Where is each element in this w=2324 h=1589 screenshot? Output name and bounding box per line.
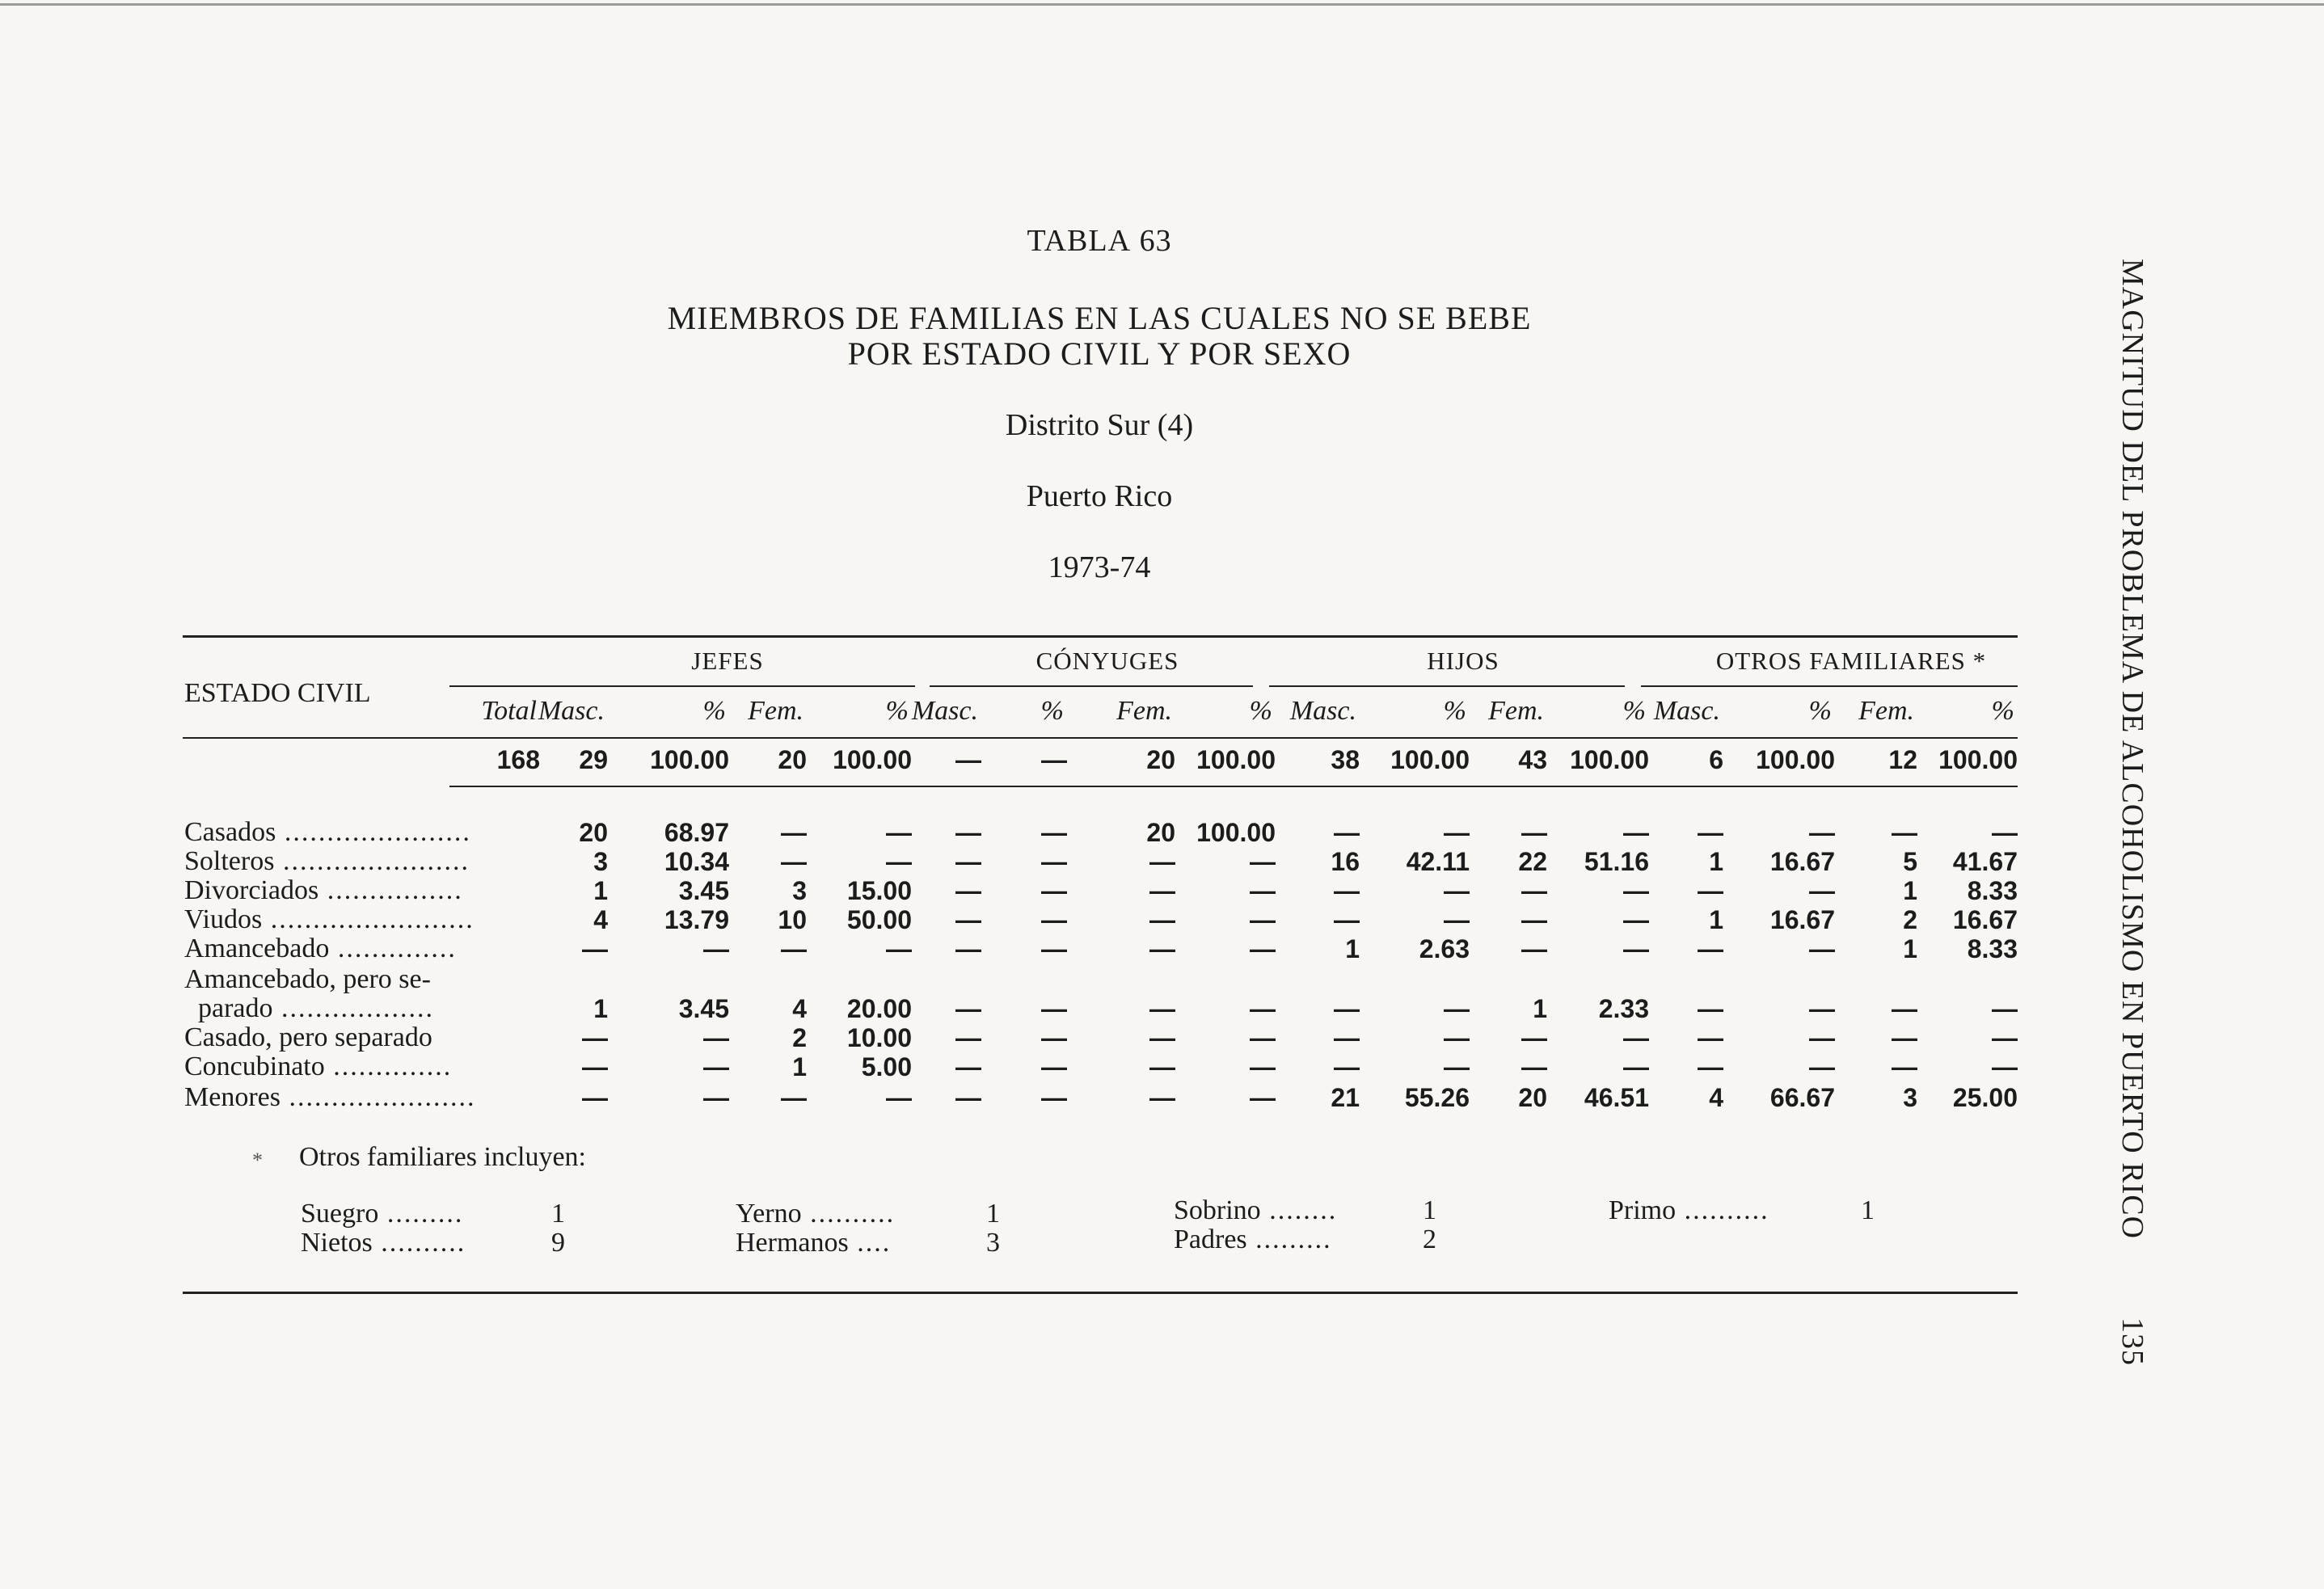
cell-jefes-masc: — [582,1083,608,1112]
cell-otros-masc-pct: 16.67 [1769,847,1835,876]
cell-hijos-masc: — [1334,1052,1360,1081]
region-caption: Puerto Rico [1026,479,1173,513]
cell-jefes-masc-pct: — [703,1083,729,1112]
cell-otros-masc: — [1698,994,1723,1023]
district-caption: Distrito Sur (4) [1005,408,1194,442]
cell-conyuges-masc: — [955,994,981,1023]
cell-conyuges-fem-pct: — [1250,1023,1276,1052]
row-label [184,905,475,934]
total-cell-total: 168 [496,745,540,774]
cell-conyuges-masc-pct: — [1041,1023,1067,1052]
cell-conyuges-fem-pct: — [1250,905,1276,934]
cell-conyuges-masc: — [955,818,981,847]
total-cell-otros-masc-pct: 100.00 [1756,745,1835,774]
cell-jefes-masc: 4 [593,905,608,934]
cell-hijos-fem-pct: — [1623,934,1649,963]
cell-otros-fem: — [1892,1023,1917,1052]
subheader-otros-masc: Masc. [1653,696,1720,726]
cell-hijos-fem-pct: 46.51 [1584,1083,1649,1112]
cell-conyuges-fem: 20 [1146,818,1175,847]
cell-otros-fem-pct: 8.33 [1967,934,2018,963]
row-label-leader-dots: ................ [318,875,463,905]
group-rule-hijos [1269,685,1625,687]
row-label-leader-dots: ...................... [280,1082,476,1112]
footnote-item-leader-dots: ......... [378,1199,464,1229]
cell-jefes-fem: 3 [792,876,807,905]
cell-jefes-fem-pct: — [886,847,912,876]
cell-conyuges-fem-pct: — [1250,847,1276,876]
cell-conyuges-fem: — [1149,994,1175,1023]
footnote-item [301,1229,466,1258]
footnote-marker: * [252,1149,263,1172]
row-label [184,818,471,847]
total-cell-hijos-masc-pct: 100.00 [1390,745,1470,774]
cell-hijos-masc: — [1334,905,1360,934]
footnote-item-value: 1 [551,1199,565,1229]
group-rule-otros [1641,685,2018,687]
cell-conyuges-fem: — [1149,934,1175,963]
footnote-item [736,1199,895,1229]
cell-jefes-masc-pct: 3.45 [678,876,729,905]
cell-otros-fem: 5 [1903,847,1917,876]
total-cell-hijos-fem-pct: 100.00 [1570,745,1649,774]
total-cell-jefes-masc: 29 [579,745,608,774]
subheader-conyuges-masc: Masc. [911,696,978,726]
cell-otros-fem-pct: — [1992,1023,2018,1052]
cell-conyuges-masc-pct: — [1041,994,1067,1023]
cell-hijos-fem: — [1521,876,1547,905]
cell-otros-fem-pct: 16.67 [1952,905,2018,934]
cell-conyuges-masc: — [955,905,981,934]
cell-conyuges-masc: — [955,934,981,963]
cell-conyuges-masc-pct: — [1041,876,1067,905]
cell-hijos-fem: — [1521,905,1547,934]
cell-otros-fem: — [1892,994,1917,1023]
cell-conyuges-fem: — [1149,905,1175,934]
cell-otros-masc: — [1698,1052,1723,1081]
cell-conyuges-fem-pct: — [1250,1083,1276,1112]
year-caption: 1973-74 [1048,550,1151,584]
running-title: MAGNITUD DEL PROBLEMA DE ALCOHOLISMO EN PUERTO RICO [2115,259,2149,1240]
row-label [184,847,470,876]
cell-hijos-masc-pct: — [1444,1023,1470,1052]
total-cell-conyuges-masc: — [955,745,981,774]
total-cell-conyuges-fem: 20 [1146,745,1175,774]
footnote-item-label: Sobrino [1174,1195,1261,1225]
cell-hijos-masc: 16 [1331,847,1360,876]
cell-conyuges-fem-pct: 100.00 [1196,818,1276,847]
table-title-line2: POR ESTADO CIVIL Y POR SEXO [847,335,1352,372]
cell-jefes-fem: — [781,847,807,876]
table-title-line1: MIEMBROS DE FAMILIAS EN LAS CUALES NO SE BEBE [667,300,1532,336]
cell-hijos-fem: 1 [1533,994,1547,1023]
cell-hijos-masc: — [1334,876,1360,905]
row-label-text: Menores [184,1082,280,1112]
cell-hijos-masc-pct: — [1444,994,1470,1023]
subheader-hijos-fem: Fem. [1488,696,1544,726]
cell-otros-masc: — [1698,818,1723,847]
cell-hijos-masc-pct: — [1444,876,1470,905]
footnote-item-label: Padres [1174,1224,1247,1254]
footnote-item-value: 1 [986,1199,1000,1229]
cell-hijos-masc: — [1334,1023,1360,1052]
footnote-item-leader-dots: .......... [801,1199,896,1229]
cell-hijos-fem-pct: 51.16 [1584,847,1649,876]
footnote-item-value: 9 [551,1228,565,1258]
cell-conyuges-masc: — [955,847,981,876]
cell-jefes-masc-pct: 3.45 [678,994,729,1023]
cell-jefes-fem-pct: — [886,818,912,847]
footnote-item-value: 1 [1861,1195,1875,1225]
row-label [184,1052,452,1081]
cell-conyuges-masc-pct: — [1041,905,1067,934]
footnote-item [1174,1225,1332,1254]
cell-jefes-fem-pct: 50.00 [846,905,912,934]
cell-jefes-fem-pct: — [886,1083,912,1112]
group-header-jefes: JEFES [691,647,764,675]
cell-hijos-masc-pct: 55.26 [1404,1083,1470,1112]
cell-jefes-fem: — [781,934,807,963]
row-label-text: Divorciados [184,875,319,905]
cell-hijos-fem-pct: — [1623,1052,1649,1081]
table-top-rule [183,635,2018,638]
cell-hijos-masc-pct: — [1444,818,1470,847]
group-rule-jefes [449,685,915,687]
cell-jefes-masc-pct: — [703,1052,729,1081]
cell-otros-masc: — [1698,876,1723,905]
cell-conyuges-fem: — [1149,1052,1175,1081]
subheader-hijos-fem-pct: % [1622,696,1646,726]
cell-conyuges-masc: — [955,1052,981,1081]
cell-otros-fem: 3 [1903,1083,1917,1112]
cell-conyuges-masc-pct: — [1041,1052,1067,1081]
footnote-item-label: Yerno [736,1199,802,1229]
total-cell-jefes-fem-pct: 100.00 [833,745,912,774]
page-top-rule [0,3,2324,6]
cell-conyuges-masc-pct: — [1041,934,1067,963]
cell-hijos-masc: 1 [1345,934,1360,963]
cell-otros-fem: — [1892,1052,1917,1081]
subheader-total: Total [481,696,537,726]
footnote-item [736,1229,891,1258]
footnote-item-leader-dots: ........ [1260,1195,1338,1225]
cell-otros-masc: — [1698,1023,1723,1052]
cell-otros-fem-pct: — [1992,1052,2018,1081]
cell-conyuges-fem-pct: — [1250,876,1276,905]
cell-hijos-fem-pct: — [1623,1023,1649,1052]
total-cell-otros-fem: 12 [1888,745,1917,774]
page-number: 135 [2115,1317,2149,1366]
footnote-item-value: 3 [986,1228,1000,1258]
cell-jefes-masc-pct: 13.79 [664,905,729,934]
cell-otros-fem: 1 [1903,876,1917,905]
cell-otros-masc: 4 [1709,1083,1723,1112]
cell-jefes-fem: 4 [792,994,807,1023]
cell-jefes-fem-pct: 10.00 [846,1023,912,1052]
cell-conyuges-masc: — [955,876,981,905]
row-label-text: Casados [184,817,276,847]
cell-hijos-masc-pct: — [1444,905,1470,934]
group-header-hijos: HIJOS [1427,647,1499,675]
cell-hijos-fem: — [1521,818,1547,847]
cell-jefes-masc-pct: 10.34 [664,847,729,876]
total-cell-hijos-fem: 43 [1518,745,1547,774]
cell-jefes-masc: 20 [579,818,608,847]
cell-jefes-masc: 3 [593,847,608,876]
total-cell-otros-masc: 6 [1709,745,1723,774]
footnote-item [301,1199,463,1229]
cell-otros-masc-pct: — [1809,818,1835,847]
subheader-jefes-fem: Fem. [748,696,803,726]
cell-jefes-fem: — [781,1083,807,1112]
subheader-hijos-masc-pct: % [1443,696,1466,726]
cell-hijos-fem-pct: — [1623,876,1649,905]
cell-jefes-fem: 2 [792,1023,807,1052]
row-label-text: Concubinato [184,1052,325,1081]
cell-hijos-fem-pct: — [1623,905,1649,934]
cell-otros-masc-pct: — [1809,876,1835,905]
cell-hijos-fem: — [1521,1023,1547,1052]
subheader-jefes-masc: Masc. [538,696,605,726]
subheader-otros-masc-pct: % [1808,696,1832,726]
cell-jefes-fem-pct: 15.00 [846,876,912,905]
cell-otros-fem-pct: 25.00 [1952,1083,2018,1112]
row-label-text: Solteros [184,846,275,876]
footnote-item-label: Hermanos [736,1228,849,1258]
total-cell-otros-fem-pct: 100.00 [1938,745,2018,774]
cell-otros-fem: 2 [1903,905,1917,934]
cell-hijos-fem: 22 [1518,847,1547,876]
cell-otros-masc-pct: — [1809,1052,1835,1081]
cell-jefes-masc: — [582,1052,608,1081]
cell-conyuges-masc: — [955,1083,981,1112]
totals-rule [449,786,2018,787]
footnote-intro: Otros familiares incluyen: [299,1142,587,1172]
row-label-leader-dots: .................. [272,993,435,1023]
footnote-item-leader-dots: .... [848,1228,892,1258]
row-label-leader-dots: ...................... [276,817,471,847]
row-label [184,994,434,1023]
cell-otros-fem-pct: 41.67 [1952,847,2018,876]
cell-jefes-masc-pct: — [703,934,729,963]
cell-otros-fem: 1 [1903,934,1917,963]
group-rule-conyuges [930,685,1253,687]
cell-jefes-fem-pct: 5.00 [861,1052,912,1081]
cell-jefes-fem: 1 [792,1052,807,1081]
cell-conyuges-masc-pct: — [1041,847,1067,876]
footnote-item [1609,1196,1769,1225]
cell-otros-masc-pct: — [1809,934,1835,963]
cell-otros-masc-pct: 16.67 [1769,905,1835,934]
footnote-item [1174,1196,1337,1225]
cell-jefes-masc: 1 [593,994,608,1023]
stub-header: ESTADO CIVIL [184,678,371,708]
cell-otros-masc: 1 [1709,905,1723,934]
cell-otros-fem-pct: — [1992,994,2018,1023]
cell-conyuges-fem: — [1149,876,1175,905]
cell-conyuges-masc-pct: — [1041,818,1067,847]
row-label-leader-dots: .............. [329,934,457,963]
subheader-jefes-masc-pct: % [702,696,726,726]
subheader-otros-fem: Fem. [1858,696,1914,726]
footnote-item-label: Suegro [301,1199,379,1229]
row-label-text: Casado, pero separado [184,1022,432,1052]
cell-hijos-fem: — [1521,1052,1547,1081]
row-label [184,1023,432,1052]
group-header-conyuges: CÓNYUGES [1035,647,1179,675]
cell-conyuges-fem-pct: — [1250,994,1276,1023]
cell-jefes-fem: — [781,818,807,847]
row-label-text: parado [184,993,273,1023]
cell-hijos-masc: 21 [1331,1083,1360,1112]
subheader-jefes-fem-pct: % [885,696,909,726]
cell-otros-masc-pct: 66.67 [1769,1083,1835,1112]
footnote-item-label: Primo [1609,1195,1677,1225]
subheader-otros-fem-pct: % [1991,696,2014,726]
cell-conyuges-fem: — [1149,847,1175,876]
cell-hijos-fem-pct: — [1623,818,1649,847]
cell-conyuges-fem-pct: — [1250,1052,1276,1081]
cell-otros-masc: 1 [1709,847,1723,876]
group-header-otros: OTROS FAMILIARES * [1715,647,1987,675]
table-label: TABLA [1027,224,1132,258]
cell-conyuges-fem: — [1149,1023,1175,1052]
footnote-item-value: 1 [1423,1195,1436,1225]
stub-rule [183,737,2018,739]
cell-jefes-fem-pct: — [886,934,912,963]
cell-otros-masc-pct: — [1809,994,1835,1023]
cell-jefes-masc: — [582,1023,608,1052]
cell-hijos-masc-pct: 2.63 [1419,934,1470,963]
footnote-item-leader-dots: ......... [1246,1224,1332,1254]
row-label-leader-dots: ........................ [262,904,475,934]
cell-jefes-fem-pct: 20.00 [846,994,912,1023]
row-label [184,934,457,963]
total-cell-conyuges-fem-pct: 100.00 [1196,745,1276,774]
cell-conyuges-masc: — [955,1023,981,1052]
cell-hijos-masc-pct: 42.11 [1406,847,1470,876]
cell-hijos-fem: — [1521,934,1547,963]
row-label-leader-dots: ...................... [274,846,470,876]
subheader-hijos-masc: Masc. [1289,696,1356,726]
cell-jefes-masc-pct: — [703,1023,729,1052]
cell-otros-fem-pct: — [1992,818,2018,847]
row-label-text: Amancebado [184,934,330,963]
cell-otros-fem-pct: 8.33 [1967,876,2018,905]
footnote-item-value: 2 [1423,1224,1436,1254]
cell-hijos-fem: 20 [1518,1083,1547,1112]
cell-jefes-masc: — [582,934,608,963]
cell-jefes-masc-pct: 68.97 [664,818,729,847]
row-label-leader-dots: .............. [324,1052,453,1081]
cell-conyuges-fem-pct: — [1250,934,1276,963]
subheader-conyuges-fem: Fem. [1116,696,1172,726]
cell-hijos-masc-pct: — [1444,1052,1470,1081]
cell-otros-fem: — [1892,818,1917,847]
table-number [0,223,2199,259]
row-label-text: Viudos [184,904,263,934]
cell-otros-masc-pct: — [1809,1023,1835,1052]
row-label-text: Amancebado, pero se- [184,964,431,994]
cell-conyuges-fem: — [1149,1083,1175,1112]
total-cell-jefes-masc-pct: 100.00 [650,745,729,774]
footnote-item-leader-dots: .......... [1676,1195,1769,1225]
row-label [184,1083,475,1112]
total-cell-jefes-fem: 20 [778,745,807,774]
cell-hijos-fem-pct: 2.33 [1598,994,1649,1023]
footnote-item-leader-dots: .......... [372,1228,466,1258]
footnote-item-label: Nietos [301,1228,373,1258]
subheader-conyuges-masc-pct: % [1040,696,1064,726]
cell-conyuges-masc-pct: — [1041,1083,1067,1112]
table-bottom-rule [183,1292,2018,1294]
cell-hijos-masc: — [1334,818,1360,847]
cell-jefes-fem: 10 [778,905,807,934]
row-label [184,876,463,905]
row-label [184,965,431,994]
cell-hijos-masc: — [1334,994,1360,1023]
cell-otros-masc: — [1698,934,1723,963]
total-cell-hijos-masc: 38 [1331,745,1360,774]
table-number-value: 63 [1139,224,1172,258]
total-cell-conyuges-masc-pct: — [1041,745,1067,774]
cell-jefes-masc: 1 [593,876,608,905]
subheader-conyuges-fem-pct: % [1249,696,1272,726]
